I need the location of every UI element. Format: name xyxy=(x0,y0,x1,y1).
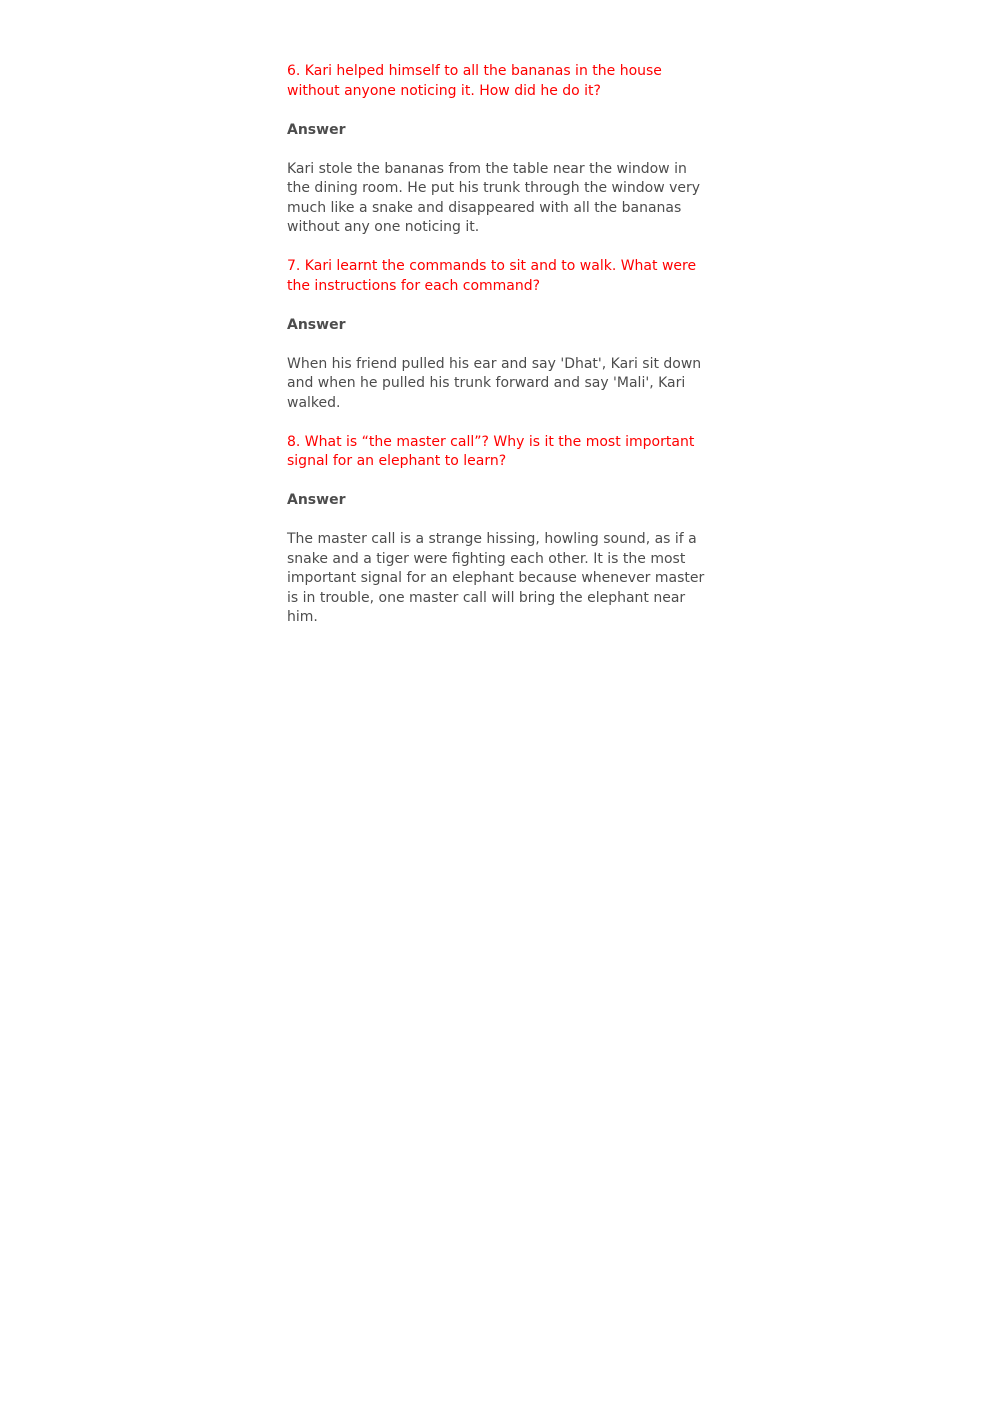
answer-label: Answer xyxy=(287,316,346,333)
answer-text: The master call is a strange hissing, howling sound, as if a snake and a tiger were fighting each other. It is the most important signal for an elephant because whenever master is in trouble, one master call will bring the elephant near him. xyxy=(287,531,705,625)
answer-text: When his friend pulled his ear and say 'Dhat', Kari sit down and when he pulled his trunk forward and say 'Mali', Kari walked. xyxy=(287,355,702,411)
qa-item-8 xyxy=(287,433,709,628)
answer-label: Answer xyxy=(287,121,346,138)
answer-text: Kari stole the bananas from the table near the window in the dining room. He put his trunk through the window very much like a snake and disappeared with all the bananas without any one noticing it. xyxy=(287,160,701,235)
document-content xyxy=(287,62,709,647)
question-text: 7. Kari learnt the commands to sit and to walk. What were the instructions for each command? xyxy=(287,258,697,294)
answer-label: Answer xyxy=(287,492,346,508)
qa-item-7 xyxy=(287,257,709,413)
question-text: 8. What is “the master call”? Why is it the most important signal for an elephant to learn? xyxy=(287,433,695,469)
qa-item-6 xyxy=(287,62,709,238)
question-text: 6. Kari helped himself to all the bananas in the house without anyone noticing it. How did he do it? xyxy=(287,63,662,99)
